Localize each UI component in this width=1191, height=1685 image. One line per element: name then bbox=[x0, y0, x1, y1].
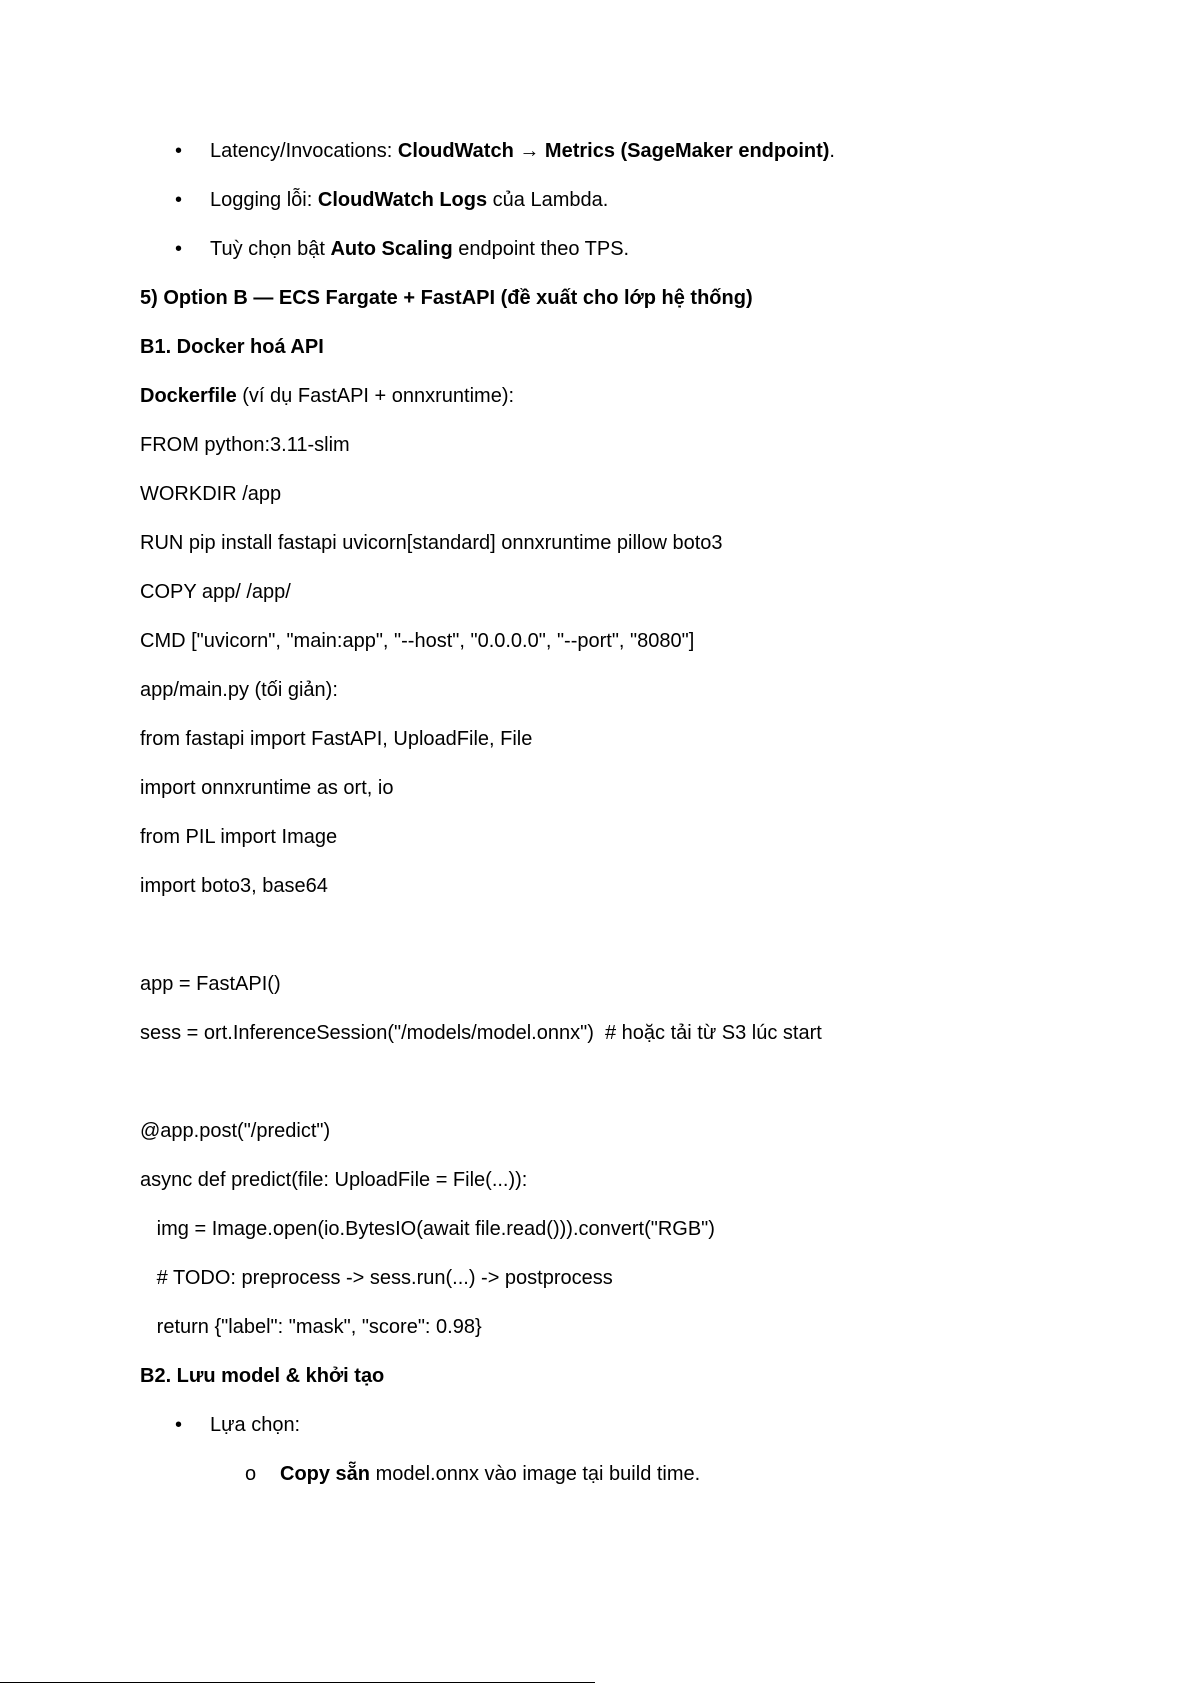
bullet-glyph: • bbox=[175, 140, 183, 162]
bullet-options: Lựa chọn: bbox=[210, 1414, 301, 1436]
bullet-glyph: • bbox=[175, 238, 183, 260]
code-line: # TODO: preprocess -> sess.run(...) -> postprocess bbox=[140, 1267, 613, 1289]
dockerfile-line: COPY app/ /app/ bbox=[140, 581, 291, 603]
sub-bullet-glyph: o bbox=[245, 1463, 257, 1485]
code-line: from PIL import Image bbox=[140, 826, 338, 848]
code-line: sess = ort.InferenceSession("/models/model.onnx") # hoặc tải từ S3 lúc start bbox=[140, 1022, 822, 1044]
dockerfile-intro bbox=[140, 384, 514, 408]
dockerfile-line: WORKDIR /app bbox=[140, 483, 282, 505]
code-line: import boto3, base64 bbox=[140, 875, 328, 897]
code-line: app = FastAPI() bbox=[140, 973, 281, 995]
bullet-autoscaling-bold: Auto Scaling bbox=[330, 238, 453, 260]
code-line: import onnxruntime as ort, io bbox=[140, 777, 394, 799]
code-line: async def predict(file: UploadFile = File(...)): bbox=[140, 1169, 528, 1191]
heading-b2: B2. Lưu model & khởi tạo bbox=[140, 1365, 385, 1387]
bullet-glyph: • bbox=[175, 189, 183, 211]
dockerfile-line: RUN pip install fastapi uvicorn[standard] onnxruntime pillow boto3 bbox=[140, 532, 723, 554]
heading-option-b: 5) Option B — ECS Fargate + FastAPI (đề xuất cho lớp hệ thống) bbox=[140, 287, 753, 309]
main-intro: app/main.py (tối giản): bbox=[140, 679, 338, 701]
bullet-autoscaling bbox=[210, 237, 629, 261]
sub-bullet-copy-bold: Copy sẵn bbox=[280, 1463, 371, 1485]
code-line: return {"label": "mask", "score": 0.98} bbox=[140, 1316, 482, 1338]
dockerfile-intro-bold: Dockerfile bbox=[140, 385, 237, 407]
dockerfile-line: CMD ["uvicorn", "main:app", "--host", "0.0.0.0", "--port", "8080"] bbox=[140, 630, 695, 652]
bullet-logging-suffix: của Lambda. bbox=[487, 189, 609, 211]
code-line: from fastapi import FastAPI, UploadFile, File bbox=[140, 728, 533, 750]
dockerfile-intro-suffix: (ví dụ FastAPI + onnxruntime): bbox=[236, 385, 515, 407]
bullet-latency bbox=[210, 139, 835, 163]
bullet-autoscaling-suffix: endpoint theo TPS. bbox=[452, 238, 630, 260]
dockerfile-line: FROM python:3.11-slim bbox=[140, 434, 350, 456]
bullet-glyph: • bbox=[175, 1414, 183, 1436]
bullet-autoscaling-prefix: Tuỳ chọn bật bbox=[210, 238, 331, 260]
bullet-latency-prefix: Latency/Invocations: bbox=[210, 140, 398, 162]
bullet-logging-prefix: Logging lỗi: bbox=[210, 189, 318, 211]
footnote-divider bbox=[0, 1682, 595, 1683]
sub-bullet-copy bbox=[280, 1462, 700, 1486]
sub-bullet-copy-suffix: model.onnx vào image tại build time. bbox=[370, 1463, 701, 1485]
bullet-latency-bold: CloudWatch → Metrics (SageMaker endpoint) bbox=[397, 140, 830, 162]
bullet-logging-bold: CloudWatch Logs bbox=[317, 189, 488, 211]
bullet-logging bbox=[210, 188, 608, 212]
bullet-latency-suffix: . bbox=[829, 140, 835, 162]
code-line: @app.post("/predict") bbox=[140, 1120, 331, 1142]
heading-b1: B1. Docker hoá API bbox=[140, 336, 324, 358]
code-line: img = Image.open(io.BytesIO(await file.read())).convert("RGB") bbox=[140, 1218, 715, 1240]
